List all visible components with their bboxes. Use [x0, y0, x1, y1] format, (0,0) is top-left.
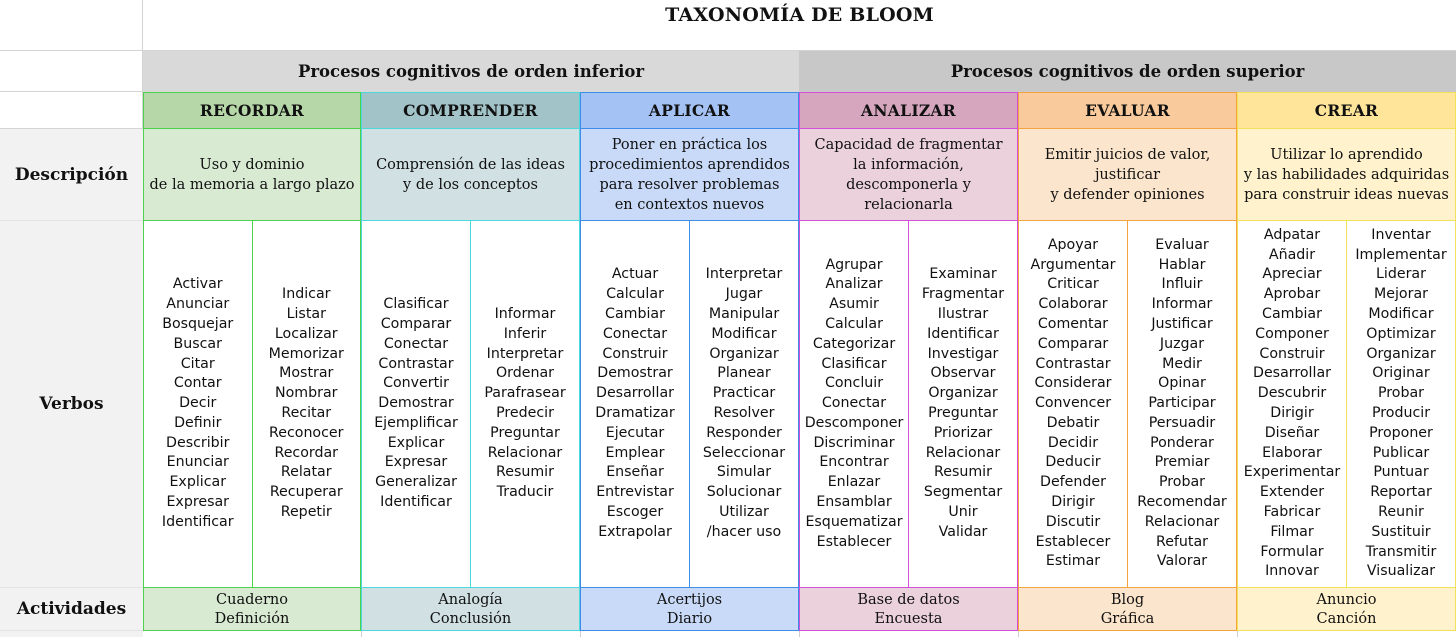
verb-item: Descomponer [804, 414, 904, 431]
verb-item: Enunciar [166, 454, 229, 471]
verb-item: Construir [1259, 345, 1325, 362]
verb-item: Probar [1377, 385, 1425, 402]
verb-item: Desarrollar [596, 385, 674, 402]
verb-item: Preguntar [928, 405, 998, 421]
verb-item: Interpretar [486, 345, 564, 362]
verb-item: Innovar [1265, 563, 1319, 580]
verb-item: Recomendar [1137, 494, 1227, 511]
level-header-aplicar: APLICAR [580, 92, 799, 129]
verb-item: Decidir [1047, 434, 1099, 451]
verb-item: Indicar [282, 286, 331, 303]
verb-item: Modificar [1368, 306, 1434, 323]
description-recordar: Uso y dominio de la memoria a largo plazo [143, 129, 361, 221]
verb-item: Localizar [274, 325, 338, 342]
verb-item: Contar [173, 375, 222, 392]
verb-item: Refutar [1155, 533, 1209, 550]
verb-item: Identificar [380, 494, 452, 511]
verb-item: Clasificar [383, 296, 449, 313]
verb-item: Comparar [1037, 335, 1109, 352]
footer-cell [799, 631, 1018, 637]
verb-item: Sustituir [1371, 523, 1431, 540]
level-header-comprender: COMPRENDER [361, 92, 580, 129]
verb-item: Evaluar [1155, 236, 1209, 253]
verb-item: Deducir [1045, 454, 1101, 471]
verb-list-right [689, 221, 798, 587]
description-analizar: Capacidad de fragmentar la información, descomponerla y relacionarla [799, 129, 1018, 221]
verb-item: Calcular [825, 315, 883, 332]
verb-item: Recitar [281, 405, 332, 421]
verb-item: Opinar [1158, 375, 1206, 392]
verb-item: Resumir [496, 464, 554, 481]
verb-item: Anunciar [166, 296, 230, 313]
verb-item: Añadir [1268, 246, 1316, 263]
verb-item: Reunir [1378, 503, 1424, 520]
verb-item: Valorar [1156, 553, 1208, 570]
verb-list-right [252, 221, 361, 587]
verb-item: Entrevistar [596, 484, 674, 501]
footer-cell [361, 631, 580, 637]
footer-cell [143, 631, 361, 637]
verb-item: Hablar [1158, 256, 1206, 273]
row-label-verbs: Verbos [0, 221, 143, 588]
corner-cell-3 [0, 92, 143, 129]
activities-analizar: Base de datos Encuesta [799, 588, 1018, 631]
verb-item: Inventar [1371, 226, 1431, 243]
verb-item: Examinar [929, 266, 997, 283]
verb-item: Resumir [934, 464, 992, 481]
verb-item: Enlazar [827, 474, 881, 491]
level-header-crear: CREAR [1237, 92, 1456, 129]
verb-item: Practicar [712, 385, 776, 402]
verb-item: Elaborar [1262, 444, 1322, 461]
verb-item: Diseñar [1264, 424, 1320, 441]
verb-item: Simular [716, 464, 772, 481]
verb-item: Ilustrar [937, 306, 989, 323]
verb-item: Extender [1259, 484, 1325, 501]
verb-item: Traducir [496, 484, 554, 501]
verb-item: Recordar [274, 444, 339, 461]
verb-item: Reconocer [269, 424, 344, 441]
verb-item: Observar [930, 365, 996, 382]
verb-item: Organizar [1366, 345, 1436, 362]
verb-item: Seleccionar [702, 444, 786, 461]
verb-list-right [1346, 221, 1455, 587]
verb-list-right [1127, 221, 1236, 587]
verb-item: Expresar [384, 454, 448, 471]
verb-item: Relacionar [925, 444, 1001, 461]
verb-item: Expresar [166, 494, 230, 511]
verb-list-left [144, 221, 252, 587]
verb-item: Fragmentar [921, 286, 1005, 303]
verb-item: Citar [180, 355, 215, 372]
level-header-evaluar: EVALUAR [1018, 92, 1237, 129]
activities-comprender: Analogía Conclusión [361, 588, 580, 631]
activities-recordar: Cuaderno Definición [143, 588, 361, 631]
verb-item: Contrastar [1035, 355, 1111, 372]
verb-item: Relacionar [1144, 513, 1220, 530]
verb-item: Comparar [380, 315, 452, 332]
verb-item: Listar [286, 306, 326, 323]
verb-item: Apreciar [1262, 266, 1322, 283]
description-aplicar: Poner en práctica los procedimientos aprendidos para resolver problemas en contextos nuevos [580, 129, 799, 221]
verb-item: /hacer uso [706, 523, 782, 540]
verb-item: Relatar [280, 464, 332, 481]
verb-item: Describir [166, 434, 230, 451]
verb-item: Repetir [280, 503, 332, 520]
activities-evaluar: Blog Gráfica [1018, 588, 1237, 631]
verb-item: Componer [1255, 325, 1329, 342]
verb-item: Transmitir [1365, 543, 1437, 560]
verb-item: Validar [938, 523, 988, 540]
activities-aplicar: Acertijos Diario [580, 588, 799, 631]
verb-item: Relacionar [487, 444, 563, 461]
verb-item: Puntuar [1373, 464, 1429, 481]
verb-item: Preguntar [490, 424, 560, 441]
verb-item: Argumentar [1030, 256, 1116, 273]
verb-item: Decir [179, 395, 217, 412]
verb-list-left [1019, 221, 1127, 587]
verb-list-right [470, 221, 579, 587]
verb-item: Mostrar [279, 365, 334, 382]
verb-item: Apoyar [1047, 236, 1099, 253]
verb-item: Actuar [611, 266, 659, 283]
verb-item: Persuadir [1148, 414, 1216, 431]
verb-item: Participar [1148, 395, 1216, 412]
verb-item: Adpatar [1263, 226, 1321, 243]
verb-item: Investigar [927, 345, 999, 362]
verb-item: Interpretar [705, 266, 783, 283]
verb-item: Encontrar [819, 454, 889, 471]
verb-item: Informar [494, 306, 556, 323]
footer-cell [1018, 631, 1237, 637]
verb-item: Escoger [606, 503, 664, 520]
verb-item: Visualizar [1366, 563, 1436, 580]
verb-item: Mejorar [1374, 286, 1428, 303]
verb-item: Unir [948, 503, 978, 520]
verb-item: Cambiar [605, 306, 665, 323]
verb-item: Convencer [1034, 395, 1112, 412]
verb-item: Memorizar [268, 345, 344, 362]
verb-item: Desarrollar [1253, 365, 1331, 382]
verb-item: Influir [1161, 276, 1203, 293]
verb-item: Publicar [1372, 444, 1430, 461]
verb-item: Clasificar [821, 355, 887, 372]
verb-item: Ponderar [1150, 434, 1214, 451]
verb-item: Colaborar [1038, 296, 1108, 313]
verb-item: Priorizar [933, 424, 993, 441]
verb-item: Emplear [605, 444, 665, 461]
level-header-analizar: ANALIZAR [799, 92, 1018, 129]
description-evaluar: Emitir juicios de valor, justificar y defender opiniones [1018, 129, 1237, 221]
verb-item: Organizar [928, 385, 998, 402]
verb-item: Identificar [161, 513, 234, 530]
verbs-evaluar [1018, 221, 1237, 588]
group-header-upper: Procesos cognitivos de orden superior [799, 51, 1456, 92]
footer-label-cell [0, 631, 143, 637]
verbs-analizar [799, 221, 1018, 588]
corner-cell-1 [0, 0, 143, 51]
verb-item: Informar [1151, 296, 1213, 313]
verb-list-right [908, 221, 1017, 587]
verb-item: Calcular [606, 286, 664, 303]
verb-item: Defender [1040, 474, 1106, 491]
verb-item: Dirigir [1051, 494, 1095, 511]
verb-item: Implementar [1355, 246, 1447, 263]
verb-item: Ordenar [495, 365, 554, 382]
verb-item: Concluir [824, 375, 884, 392]
verb-item: Premiar [1154, 454, 1210, 471]
verb-item: Discriminar [813, 434, 895, 451]
verb-item: Demostrar [378, 395, 454, 412]
verb-item: Conectar [821, 395, 887, 412]
verb-item: Construir [602, 345, 668, 362]
verb-item: Parafrasear [484, 385, 566, 402]
verb-item: Medir [1162, 355, 1202, 372]
group-header-lower: Procesos cognitivos de orden inferior [143, 51, 799, 92]
verb-item: Originar [1372, 365, 1430, 382]
verb-item: Criticar [1047, 276, 1099, 293]
verb-item: Probar [1158, 474, 1206, 491]
verb-item: Definir [174, 414, 222, 431]
verb-item: Contrastar [378, 355, 454, 372]
verb-item: Manipular [708, 306, 780, 323]
verb-item: Discutir [1045, 513, 1101, 530]
verb-item: Explicar [387, 434, 445, 451]
verb-item: Dramatizar [595, 405, 675, 421]
verbs-recordar [143, 221, 361, 588]
verb-list-left [1238, 221, 1346, 587]
verb-item: Responder [706, 424, 782, 441]
footer-cell [580, 631, 799, 637]
verbs-comprender [361, 221, 580, 588]
verb-item: Filmar [1270, 523, 1314, 540]
verb-item: Estimar [1045, 553, 1101, 570]
verbs-aplicar [580, 221, 799, 588]
verb-item: Agrupar [825, 256, 883, 273]
verb-item: Establecer [816, 533, 892, 550]
verb-item: Bosquejar [162, 315, 234, 332]
verb-item: Inferir [503, 325, 547, 342]
verb-list-left [581, 221, 689, 587]
verb-item: Jugar [725, 286, 763, 303]
level-header-recordar: RECORDAR [143, 92, 361, 129]
verb-item: Conectar [383, 335, 449, 352]
verb-item: Descubrir [1257, 385, 1327, 402]
verb-item: Dirigir [1270, 405, 1314, 421]
verb-item: Predecir [496, 405, 554, 421]
verb-item: Cambiar [1262, 306, 1322, 323]
verb-item: Esquematizar [805, 513, 903, 530]
verb-item: Planear [717, 365, 771, 382]
verb-item: Ensamblar [816, 494, 892, 511]
verb-item: Establecer [1035, 533, 1111, 550]
verb-list-left [362, 221, 470, 587]
verb-item: Ejemplificar [374, 414, 458, 431]
verb-item: Generalizar [375, 474, 457, 491]
footer-cell [1237, 631, 1456, 637]
verb-item: Nombrar [275, 385, 338, 402]
verb-item: Ejecutar [605, 424, 665, 441]
table-title: TAXONOMÍA DE BLOOM [143, 0, 1456, 51]
verb-item: Utilizar [719, 503, 769, 520]
description-comprender: Comprensión de las ideas y de los conceptos [361, 129, 580, 221]
verb-item: Extrapolar [598, 523, 672, 540]
verb-item: Explicar [169, 474, 227, 491]
verb-item: Demostrar [597, 365, 673, 382]
verb-item: Debatir [1046, 414, 1100, 431]
verb-item: Asumir [829, 296, 879, 313]
verb-item: Liderar [1376, 266, 1426, 283]
row-label-description: Descripción [0, 129, 143, 221]
verb-item: Recuperar [269, 484, 343, 501]
verb-item: Activar [172, 276, 223, 293]
verb-item: Justificar [1151, 315, 1213, 332]
verb-item: Formular [1260, 543, 1324, 560]
verb-item: Experimentar [1243, 464, 1341, 481]
verb-item: Producir [1371, 405, 1431, 421]
verb-item: Fabricar [1263, 503, 1321, 520]
verb-item: Enseñar [606, 464, 664, 481]
verb-item: Identificar [927, 325, 999, 342]
verb-item: Buscar [173, 335, 222, 352]
verb-item: Reportar [1370, 484, 1432, 501]
verb-item: Considerar [1034, 375, 1112, 392]
verb-item: Optimizar [1366, 325, 1436, 342]
verb-item: Conectar [602, 325, 668, 342]
corner-cell-2 [0, 51, 143, 92]
verb-list-left [800, 221, 908, 587]
verb-item: Juzgar [1159, 335, 1205, 352]
verb-item: Convertir [383, 375, 449, 392]
description-crear: Utilizar lo aprendido y las habilidades adquiridas para construir ideas nuevas [1237, 129, 1456, 221]
verb-item: Organizar [709, 345, 779, 362]
verb-item: Segmentar [923, 484, 1003, 501]
row-label-activities: Actividades [0, 588, 143, 631]
verb-item: Comentar [1037, 315, 1109, 332]
activities-crear: Anuncio Canción [1237, 588, 1456, 631]
verb-item: Categorizar [812, 335, 896, 352]
verbs-crear [1237, 221, 1456, 588]
verb-item: Modificar [711, 325, 777, 342]
verb-item: Proponer [1369, 424, 1433, 441]
verb-item: Solucionar [706, 484, 782, 501]
verb-item: Resolver [713, 405, 775, 421]
verb-item: Aprobar [1263, 286, 1321, 303]
verb-item: Analizar [825, 276, 883, 293]
